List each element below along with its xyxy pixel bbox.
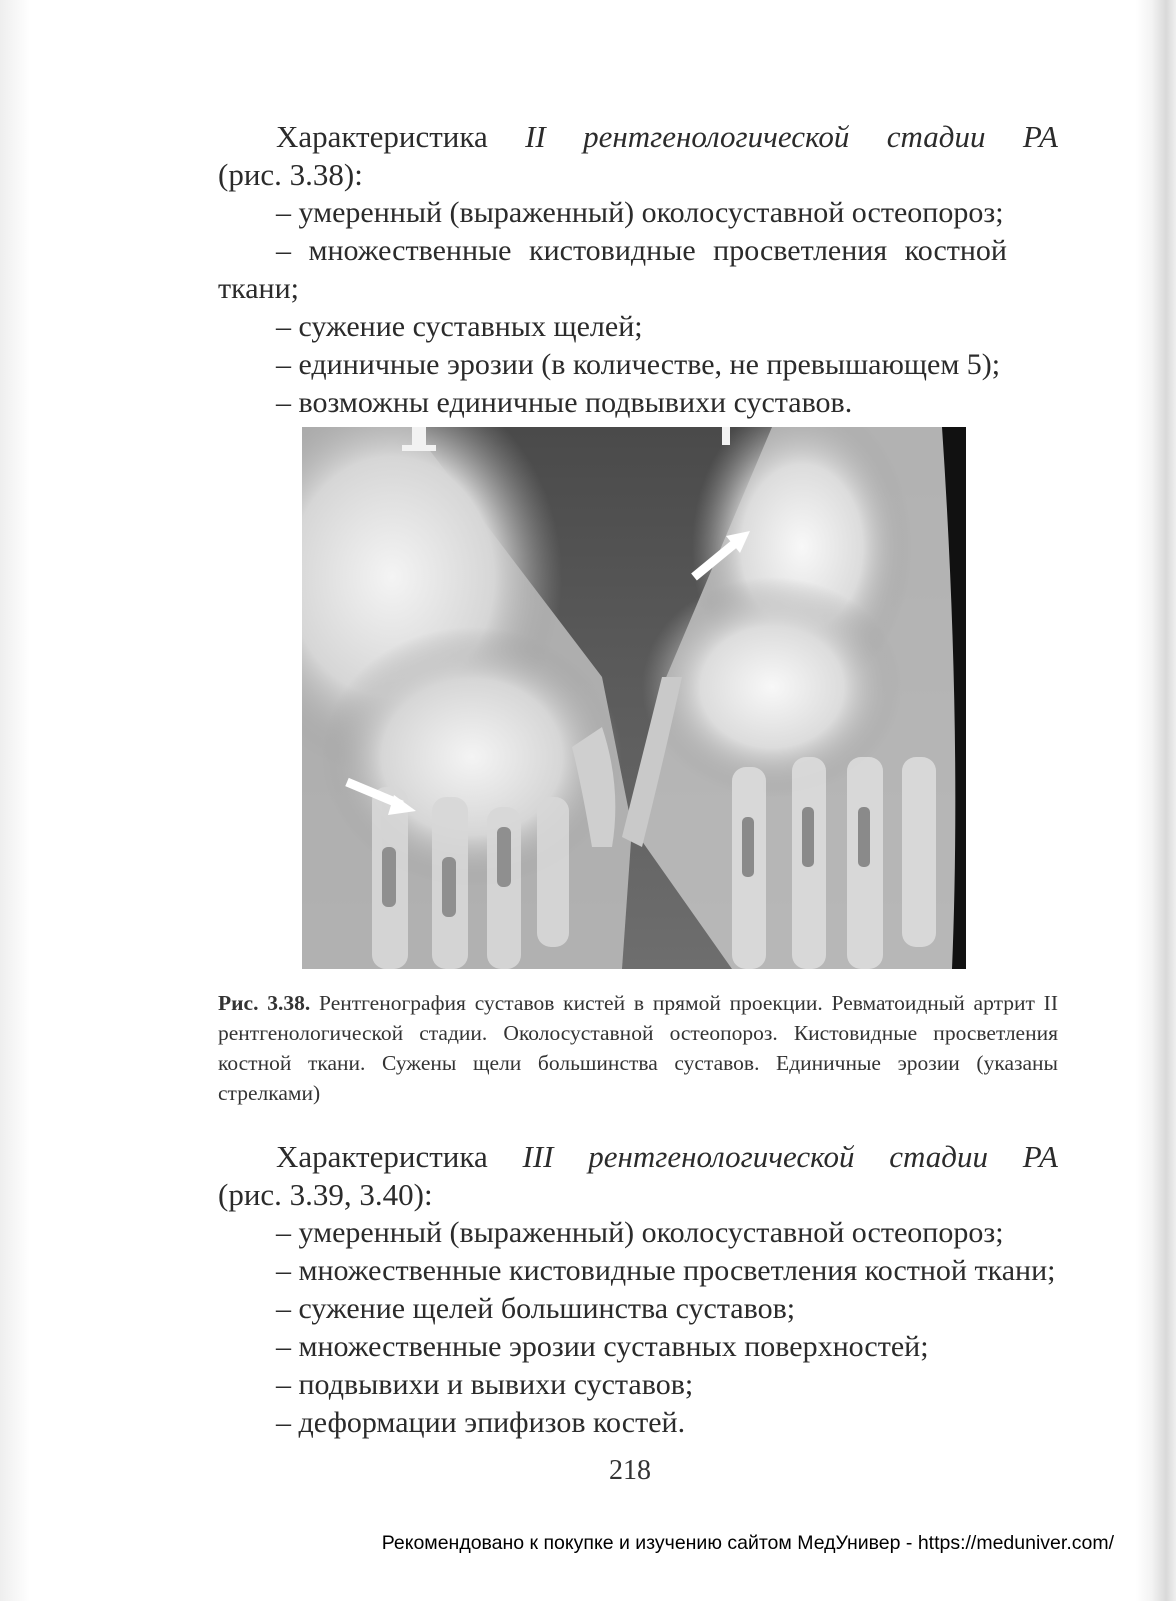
heading-word: стадии — [889, 1139, 988, 1174]
section-iii — [218, 1138, 1058, 1442]
section-ii-heading-ref: (рис. 3.38): — [218, 157, 363, 192]
caption-text: Рентгенография суставов кистей в прямой проекции. Ревматоидный артрит II рентгенологической стадии. Околосуставной остеопороз. Кистовидные просветления костной ткани. Сужены щели большинства суставов. Единичные эрозии (указаны стрелками) — [218, 991, 1058, 1105]
page-number: 218 — [609, 1455, 651, 1486]
heading-word: рентгенологической — [588, 1139, 855, 1174]
figure-caption — [218, 988, 1058, 1108]
section-iii-heading-ref: (рис. 3.39, 3.40): — [218, 1177, 433, 1212]
list-item: – деформации эпифизов костей. — [276, 1406, 686, 1439]
list-item: – сужение щелей большинства суставов; — [276, 1292, 796, 1325]
page-edge-right — [1136, 0, 1176, 1601]
list-item — [218, 232, 1058, 270]
heading-stage-numeral: III — [522, 1139, 554, 1174]
page-edge-left — [0, 0, 30, 1601]
caption-number: Рис. 3.38. — [218, 991, 311, 1015]
xray-image — [302, 427, 966, 969]
heading-stage-numeral: II — [525, 119, 546, 154]
heading-word: рентгенологической — [583, 119, 850, 154]
list-item-cont: ткани; — [218, 272, 299, 305]
heading-word: Характеристика — [276, 119, 488, 154]
section-ii — [218, 118, 1058, 422]
list-item: – сужение суставных щелей; — [276, 310, 643, 343]
list-item: – подвывихи и вывихи суставов; — [276, 1368, 694, 1401]
list-item: – множественные кистовидные просветления костной ткани; — [276, 1254, 1056, 1287]
xray-figure — [302, 427, 966, 969]
list-item: – умеренный (выраженный) околосуставной остеопороз; — [276, 196, 1004, 229]
footer-watermark: Рекомендовано к покупке и изучению сайтом МедУнивер - https://meduniver.com/ — [381, 1532, 1114, 1554]
heading-word: РА — [1022, 119, 1058, 154]
list-item: – возможны единичные подвывихи суставов. — [276, 386, 853, 419]
list-item-text: – множественные кистовидные просветления костной — [276, 234, 1007, 267]
list-item: – множественные эрозии суставных поверхностей; — [276, 1330, 929, 1363]
heading-word: Характеристика — [276, 1139, 488, 1174]
list-item: – единичные эрозии (в количестве, не превышающем 5); — [276, 348, 1001, 381]
heading-word: стадии — [886, 119, 986, 154]
heading-word: РА — [1022, 1139, 1058, 1174]
section-ii-heading — [218, 118, 1058, 156]
list-item: – умеренный (выраженный) околосуставной остеопороз; — [276, 1216, 1004, 1249]
section-iii-heading — [218, 1138, 1058, 1176]
